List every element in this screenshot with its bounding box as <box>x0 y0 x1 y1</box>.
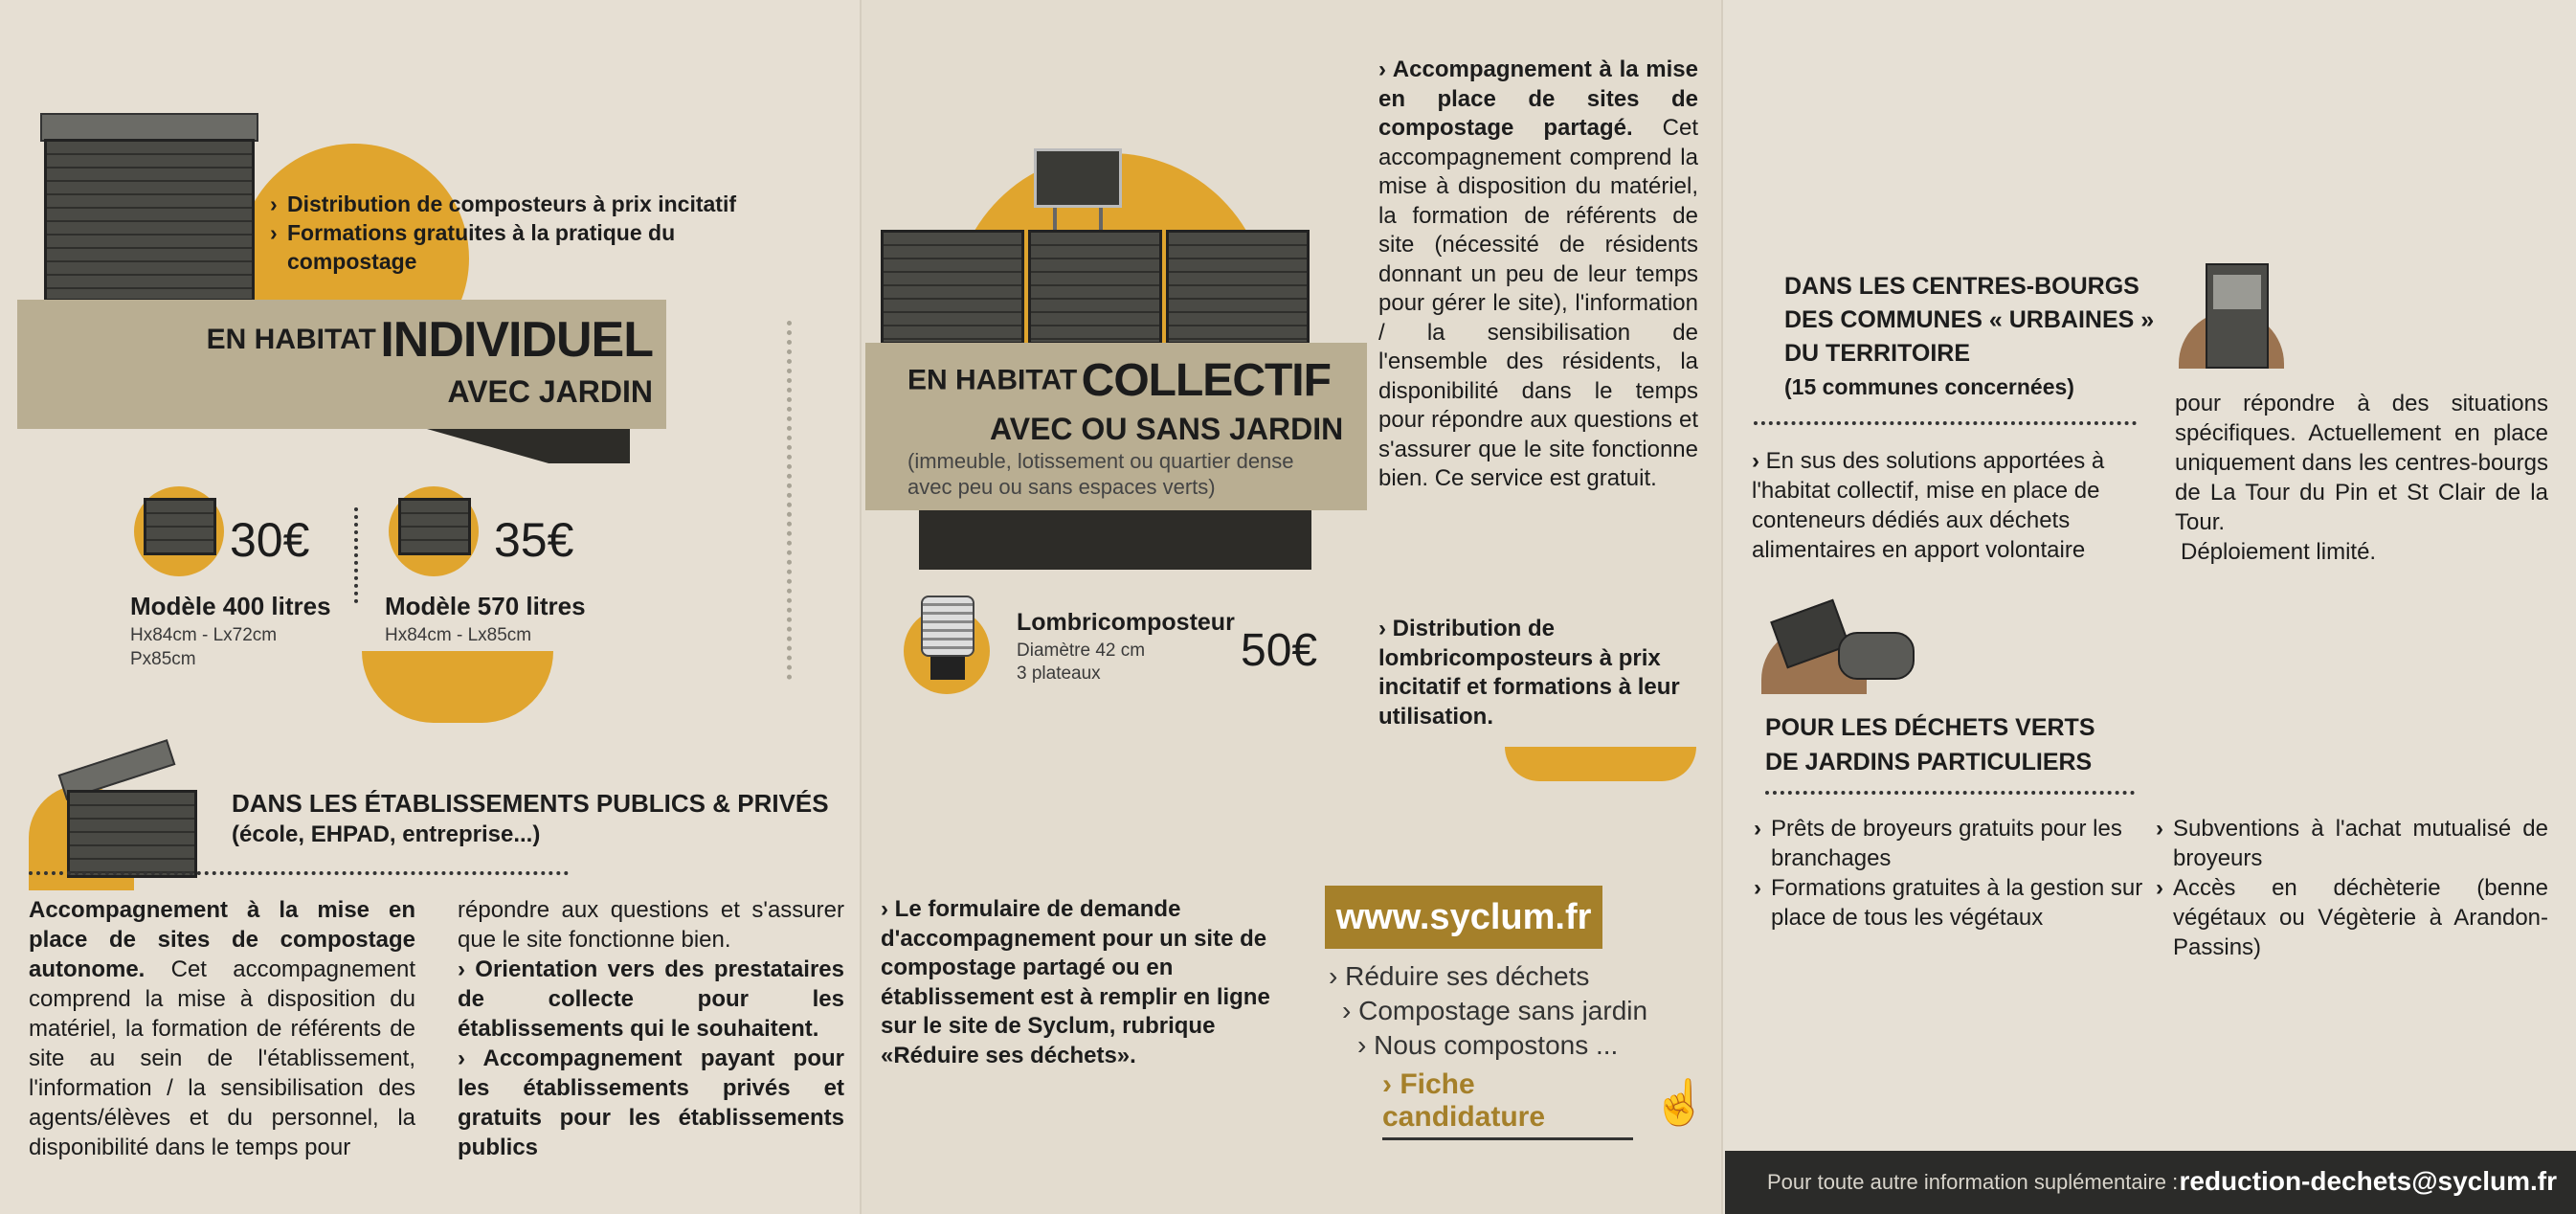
bullet-formations: › Formations gratuites à la pratique du compostage <box>270 218 806 276</box>
collective-crate-2 <box>1028 230 1162 345</box>
model-400-image <box>144 498 216 555</box>
etab-dotline <box>29 871 569 875</box>
lombri-dim2: 3 plateaux <box>1017 663 1101 684</box>
gold-halfdisc-decoration <box>1505 747 1696 781</box>
model-400-price: 30€ <box>230 513 310 567</box>
collectif-right-b1: › Accompagnement à la mise en place de sites de compostage partagé. Cet accompagnement comprend la mise à disposition du matériel, la formation de référents de site (nécessité de résidents donnant un peu de leur temps pour gérer le site), l'information / la sensibilisation de l'ensemble des résidents, la disponibilité dans le temps pour répondre aux questions et s'assurer que le site fonctionne bien. Ce service est gratuit. <box>1378 56 1698 491</box>
etab-col1-bold: Accompagnement à la mise en place de sites de compostage autonome. <box>29 897 415 982</box>
footer-email-link[interactable]: reduction-dechets@syclum.fr <box>2179 1166 2557 1196</box>
info-sign-image <box>1034 148 1122 208</box>
right-b1-bold: Accompagnement à la mise en place de sites de compostage partagé. <box>1378 56 1698 141</box>
model-400-dim2: Px85cm <box>130 649 196 669</box>
centres-title: DANS LES CENTRES-BOURGS DES COMMUNES « URBAINES » DU TERRITOIRE (15 communes concernées) <box>1784 273 2155 399</box>
panel-centres-bourgs <box>1721 0 2576 1214</box>
footer-text: Pour toute autre information suplémentaire : <box>1767 1170 2179 1194</box>
banner-main: INDIVIDUEL <box>380 312 653 368</box>
verts-dotline <box>1765 791 2135 795</box>
collective-crate-3 <box>1166 230 1310 345</box>
model-570-dim1: Hx84cm - Lx85cm <box>385 625 532 645</box>
wooden-composter-image <box>44 139 255 302</box>
model-570-name: Modèle 570 litres <box>385 592 586 620</box>
individuel-bullets <box>270 190 806 276</box>
banner-pre: EN HABITAT <box>907 364 1078 396</box>
lombri-image <box>921 596 974 657</box>
models-divider <box>354 507 358 603</box>
right-b1-text: Cet accompagnement comprend la mise à disposition du matériel, la formation de référents de site (nécessité de résidents donnant un peu de leur temps pour gérer le site), l'information / la sensibilisation de l'ensemble des résidents, la disponibilité dans le temps pour répondre aux questions et s'assurer que le site fonctionne bien. Ce service est gratuit. <box>1378 115 1698 491</box>
verts-left-list: › Prêts de broyeurs gratuits pour les branchages › Formations gratuites à la gestion sur place de tous les végétaux <box>1754 814 2148 933</box>
pointer-hand-icon: ☝ <box>1652 1077 1708 1127</box>
etab-title: DANS LES ÉTABLISSEMENTS PUBLICS & PRIVÉS <box>232 789 829 818</box>
verts-right-list: › Subventions à l'achat mutualisé de broyeurs › Accès en déchèterie (benne végétaux ou Végèterie à Arandon-Passins) <box>2156 814 2548 962</box>
lombri-name: Lombricomposteur <box>1017 609 1235 636</box>
footer-bar <box>1725 1151 2576 1214</box>
nav-fiche-candidature[interactable]: › Fiche candidature <box>1382 1068 1633 1140</box>
formulaire-text: › Le formulaire de demande d'accompagnement pour un site de compostage partagé ou en établissement est à remplir en ligne sur le site de Syclum, rubrique «Réduire ses déchets». <box>881 896 1270 1068</box>
nav-nous-compostons[interactable]: › Nous compostons ... <box>1357 1030 1619 1060</box>
panel-habitat-collectif <box>860 0 1721 1214</box>
etab-col2-b2: › Accompagnement payant pour les établissements privés et gratuits pour les établissements publics <box>458 1045 844 1160</box>
etab-col1-text: Cet accompagnement comprend la mise à disposition du matériel, la formation de référents de site au sein de l'établissement, l'information / la sensibilisation des agents/élèves et du personnel, la disponibilité dans le temps pour <box>29 956 415 1160</box>
collectif-right-b2: › Distribution de lombricomposteurs à prix incitatif et formations à leur utilisation. <box>1378 616 1680 730</box>
banner-shadow <box>427 429 630 463</box>
centres-dotline <box>1754 421 2137 425</box>
banner-pre: EN HABITAT <box>206 324 376 355</box>
website-link[interactable]: www.syclum.fr <box>1325 886 1602 949</box>
nav-reduire[interactable]: › Réduire ses déchets <box>1329 961 1590 991</box>
model-400-name: Modèle 400 litres <box>130 592 331 620</box>
collective-crate-1 <box>881 230 1024 345</box>
banner-note: (immeuble, lotissement ou quartier dense avec peu ou sans espaces verts) <box>907 449 1294 499</box>
banner-main: COLLECTIF <box>1081 355 1331 406</box>
individuel-banner <box>17 300 666 429</box>
etab-col2-text: répondre aux questions et s'assurer que le site fonctionne bien. <box>458 897 844 953</box>
food-waste-container-image <box>2206 263 2269 369</box>
bullet-distribution: › Distribution de composteurs à prix incitatif <box>270 190 806 218</box>
lombri-price: 50€ <box>1241 625 1318 676</box>
banner-sub: AVEC OU SANS JARDIN <box>990 412 1344 446</box>
centres-right-text: pour répondre à des situations spécifiques. Actuellement en place uniquement dans les centres-bourgs de La Tour du Pin et St Clair de la Tour. Déploiement limité. <box>2175 391 2548 565</box>
centres-bullet: › En sus des solutions apportées à l'habitat collectif, mise en place de conteneurs dédiés aux déchets alimentaires en apport volontaire <box>1752 448 2105 563</box>
banner-shadow <box>919 510 1311 570</box>
collectif-banner <box>865 343 1367 510</box>
etab-col1 <box>29 895 415 1162</box>
composter-lid-image <box>40 113 258 142</box>
model-570-image <box>398 498 471 555</box>
nav-compostage[interactable]: › Compostage sans jardin <box>1342 996 1648 1025</box>
banner-sub: AVEC JARDIN <box>447 374 653 409</box>
etab-col2-b1: › Orientation vers des prestataires de collecte pour les établissements qui le souhaitent. <box>458 956 844 1042</box>
model-570-price: 35€ <box>494 513 574 567</box>
lombri-dim1: Diamètre 42 cm <box>1017 641 1146 661</box>
etab-subtitle: (école, EHPAD, entreprise...) <box>232 821 541 847</box>
gold-halfdisc-decoration <box>362 651 553 723</box>
fold-line <box>787 321 792 680</box>
panel-habitat-individuel <box>0 0 860 1214</box>
bin-composter-image <box>67 790 197 878</box>
verts-title: POUR LES DÉCHETS VERTS DE JARDINS PARTICULIERS <box>1765 714 2095 776</box>
model-400-dim1: Hx84cm - Lx72cm <box>130 625 278 645</box>
etab-col2 <box>458 895 844 1162</box>
